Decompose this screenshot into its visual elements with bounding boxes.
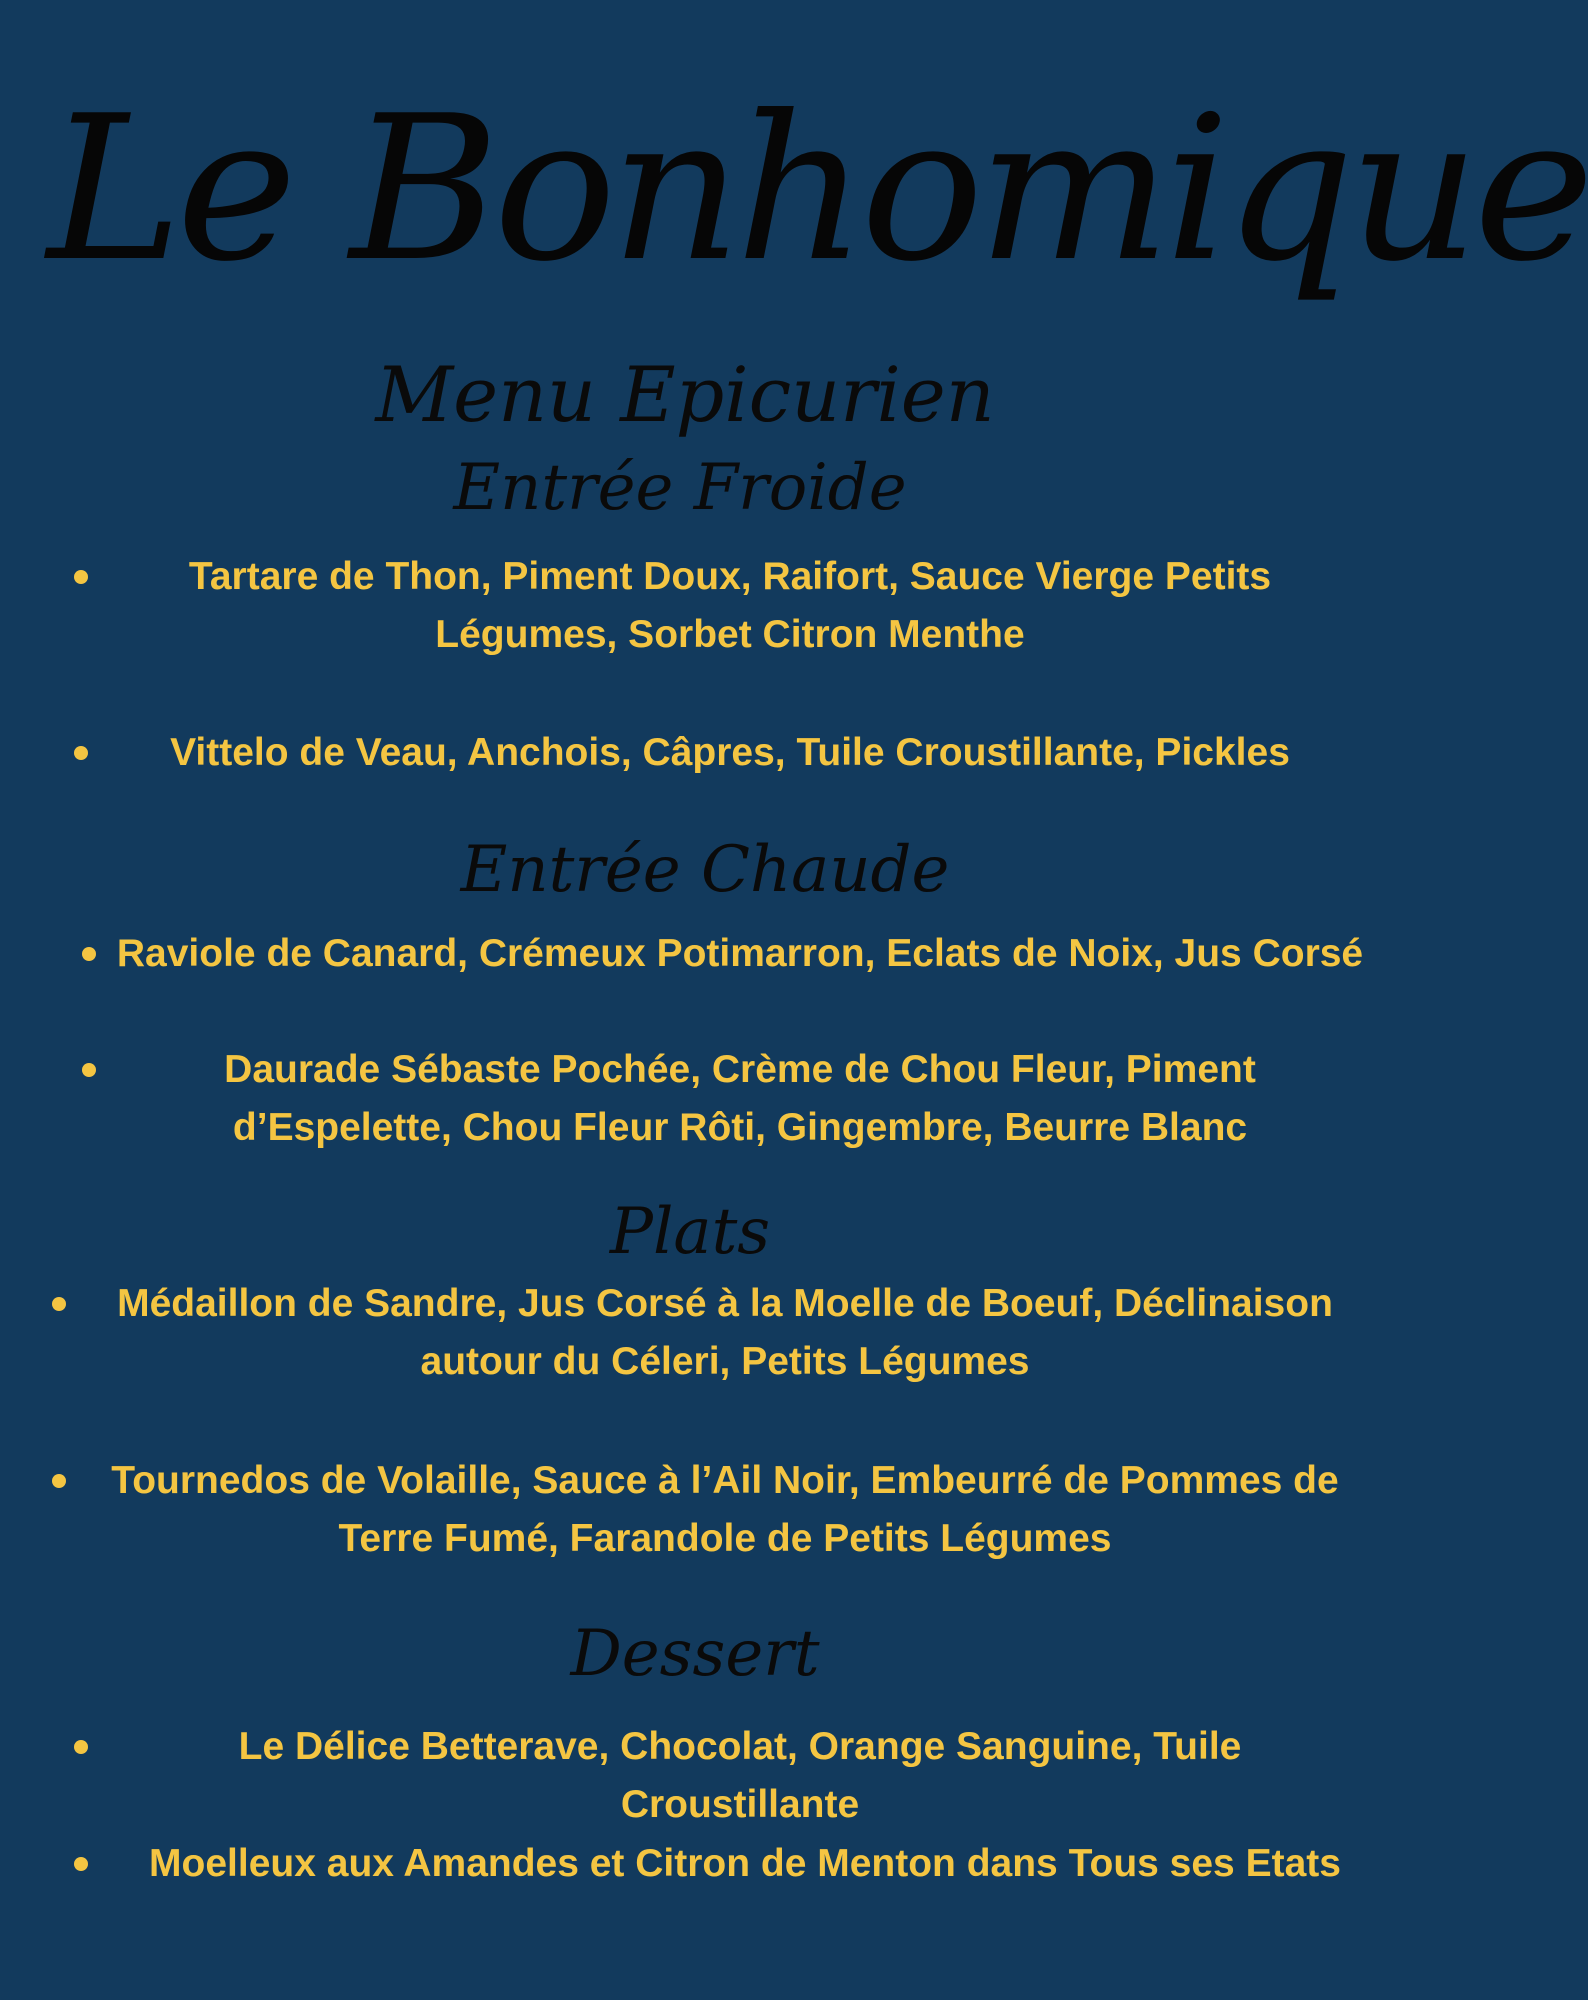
section-heading-entree-froide: Entrée Froide: [453, 451, 907, 525]
menu-item: Vittelo de Veau, Anchois, Câpres, Tuile Croustillante, Pickles: [170, 731, 1290, 774]
menu-item: Raviole de Canard, Crémeux Potimarron, Eclats de Noix, Jus Corsé: [116, 932, 1364, 975]
bullet-icon: [74, 746, 88, 760]
restaurant-name: Le Bonhomique: [47, 73, 1588, 306]
bullet-icon: [74, 1857, 88, 1871]
menu-item: Le Délice Betterave, Chocolat, Orange Sanguine, Tuile Croustillante: [238, 1725, 1242, 1826]
menu-item: Tournedos de Volaille, Sauce à l’Ail Noir, Embeurré de Pommes de Terre Fumé, Farandole de Petits Légumes: [111, 1459, 1339, 1560]
section-heading-dessert: Dessert: [570, 1617, 820, 1691]
section-heading-plats: Plats: [609, 1195, 771, 1269]
menu-item: Médaillon de Sandre, Jus Corsé à la Moelle de Boeuf, Déclinaison autour du Céleri, Petits Légumes: [117, 1282, 1333, 1383]
bullet-icon: [52, 1474, 66, 1488]
section-heading-entree-chaude: Entrée Chaude: [460, 833, 950, 907]
menu-item: Daurade Sébaste Pochée, Crème de Chou Fleur, Piment d’Espelette, Chou Fleur Rôti, Gingembre, Beurre Blanc: [224, 1048, 1256, 1149]
bullet-icon: [52, 1297, 66, 1311]
bullet-icon: [82, 1063, 96, 1077]
menu-item: Moelleux aux Amandes et Citron de Menton dans Tous ses Etats: [149, 1842, 1341, 1885]
menu-title: Menu Epicurien: [375, 350, 995, 439]
bullet-icon: [74, 570, 88, 584]
menu-item: Tartare de Thon, Piment Doux, Raifort, Sauce Vierge Petits Légumes, Sorbet Citron Menthe: [188, 555, 1272, 656]
bullet-icon: [82, 947, 96, 961]
bullet-icon: [74, 1740, 88, 1754]
